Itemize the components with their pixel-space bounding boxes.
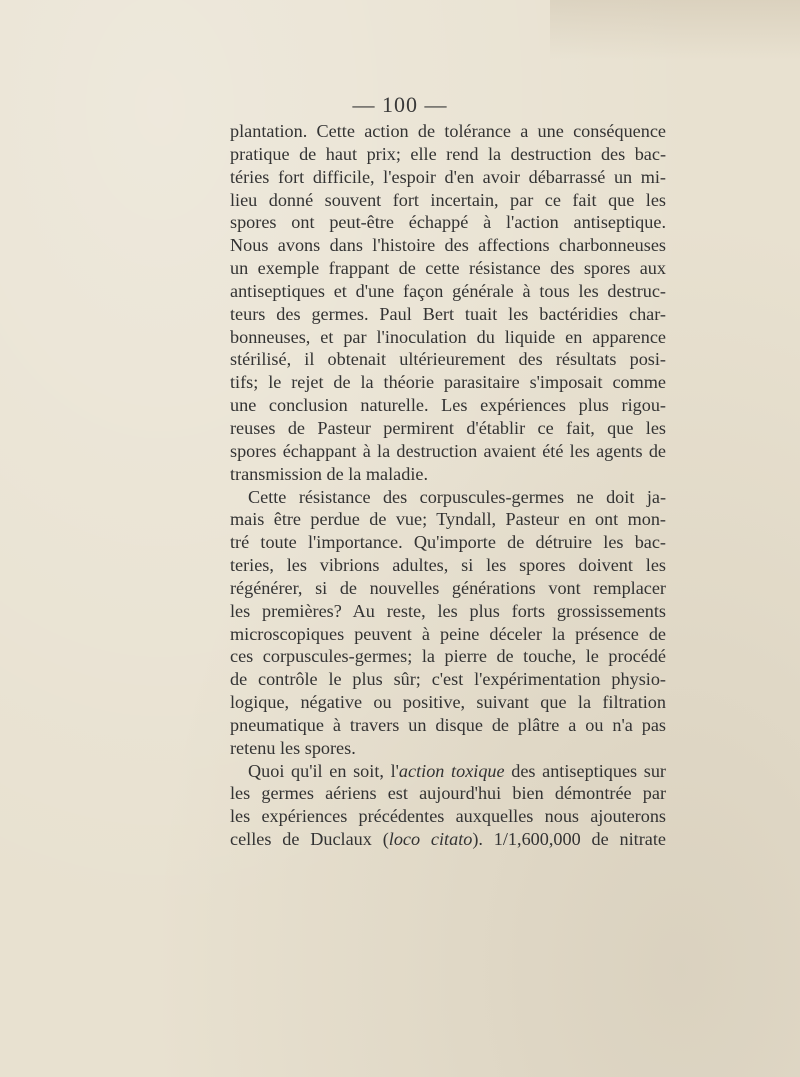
text-line-13: une conclusion naturelle. Les expériences plus rigou- bbox=[230, 395, 666, 416]
text-line-16: transmission de la maladie. bbox=[230, 463, 428, 484]
text-line-22: les premières? Au reste, les plus forts grossissements bbox=[230, 600, 666, 621]
text-line-31: les expériences précédentes auxquelles nous ajouterons bbox=[230, 806, 666, 827]
text-line-10: bonneuses, et par l'inoculation du liquide en apparence bbox=[230, 326, 666, 347]
text-line-6: Nous avons dans l'histoire des affections charbonneuses bbox=[230, 235, 666, 256]
text-line-21: régénérer, si de nouvelles générations vont remplacer bbox=[230, 577, 666, 598]
text-line-25: de contrôle le plus sûr; c'est l'expérimentation physio- bbox=[230, 669, 666, 690]
text-line-15: spores échappant à la destruction avaient été les agents de bbox=[230, 440, 666, 461]
text-line-30: les germes aériens est aujourd'hui bien démontrée par bbox=[230, 783, 666, 804]
text-line-12: tifs; le rejet de la théorie parasitaire s'imposait comme bbox=[230, 372, 666, 393]
text-line-18: mais être perdue de vue; Tyndall, Pasteur en ont mon- bbox=[230, 509, 666, 530]
body-text bbox=[230, 120, 666, 851]
text-line-24: ces corpuscules-germes; la pierre de touche, le procédé bbox=[230, 646, 666, 667]
text-line-17: Cette résistance des corpuscules-germes ne doit ja- bbox=[248, 486, 666, 507]
text-line-19: tré toute l'importance. Qu'importe de détruire les bac- bbox=[230, 532, 666, 553]
text-line-7: un exemple frappant de cette résistance des spores aux bbox=[230, 258, 666, 279]
text-line-9: teurs des germes. Paul Bert tuait les bactéridies char- bbox=[230, 303, 666, 324]
text-line-11: stérilisé, il obtenait ultérieurement des résultats posi- bbox=[230, 349, 666, 370]
text-line-5: spores ont peut-être échappé à l'action antiseptique. bbox=[230, 212, 666, 233]
page-number: — 100 — bbox=[352, 92, 448, 117]
text-line-3: téries fort difficile, l'espoir d'en avoir débarrassé un mi- bbox=[230, 166, 666, 187]
text-line-23: microscopiques peuvent à peine déceler la présence de bbox=[230, 623, 666, 644]
text-line-8: antiseptiques et d'une façon générale à tous les destruc- bbox=[230, 280, 666, 301]
text-line-1: plantation. Cette action de tolérance a une conséquence bbox=[230, 121, 666, 141]
paper-stain bbox=[550, 0, 800, 60]
text-line-26: logique, négative ou positive, suivant que la filtration bbox=[230, 692, 666, 713]
text-line-20: teries, les vibrions adultes, si les spores doivent les bbox=[230, 555, 666, 576]
text-line-2: pratique de haut prix; elle rend la destruction des bac- bbox=[230, 143, 666, 164]
text-line-27: pneumatique à travers un disque de plâtre a ou n'a pas bbox=[230, 714, 666, 735]
text-line-32: celles de Duclaux (loco citato). 1/1,600,000 de nitrate bbox=[230, 829, 666, 850]
text-line-4: lieu donné souvent fort incertain, par ce fait que les bbox=[230, 189, 666, 210]
text-line-14: reuses de Pasteur permirent d'établir ce fait, que les bbox=[230, 417, 666, 438]
text-line-29: Quoi qu'il en soit, l'action toxique des antiseptiques sur bbox=[248, 760, 666, 781]
text-line-28: retenu les spores. bbox=[230, 737, 356, 758]
